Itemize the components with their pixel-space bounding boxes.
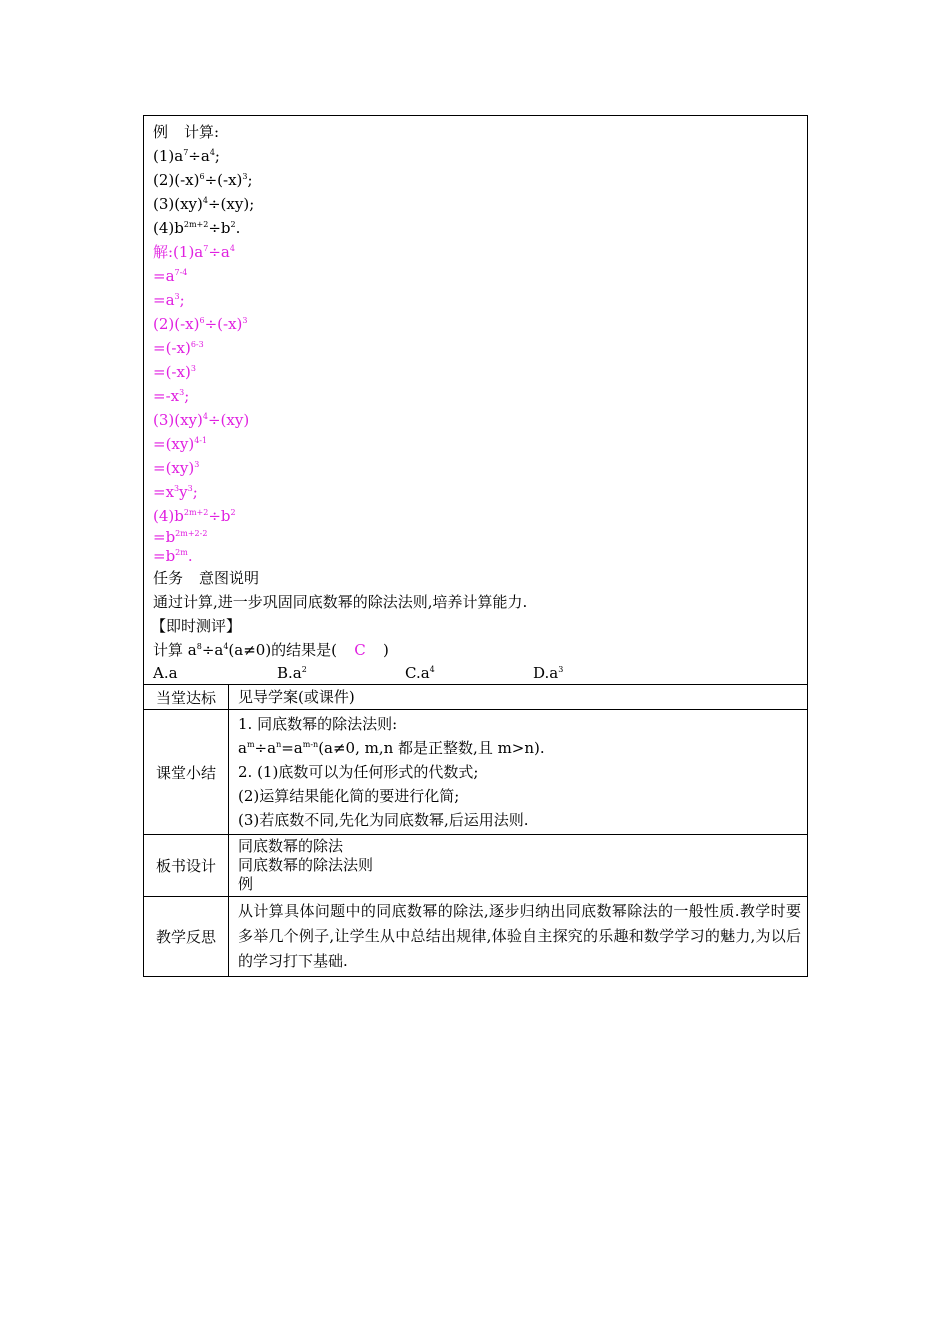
problem-1: $(1)a^7\div a^4$; xyxy=(153,147,220,165)
task-heading: 任务 意图说明 xyxy=(153,569,260,587)
lesson-table xyxy=(143,115,808,977)
solution-line: $=a^{7-4}$ xyxy=(153,267,188,285)
solution-line: $=b^{2m+2-2}$ xyxy=(153,528,208,546)
board-label: 板书设计 xyxy=(144,835,229,897)
task-text: 通过计算,进一步巩固同底数幂的除法法则,培养计算能力. xyxy=(153,593,528,611)
problem-4: $(4)b^{2m+2}\div b^2$. xyxy=(153,219,241,237)
rule-formula: $a^m\div a^n=a^{m-n}(a\ne 0$, m,n 都是正整数,且 m>n). xyxy=(238,739,545,757)
solution-line: $=(-x)^3$ xyxy=(153,363,196,381)
solution-line: $=-x^3$; xyxy=(153,387,190,405)
target-label: 当堂达标 xyxy=(144,685,229,710)
example-title: 例 计算: xyxy=(153,123,220,141)
solution-block xyxy=(153,240,798,566)
option-a: A.a xyxy=(153,664,178,682)
option-b: $B.a^2$ xyxy=(277,664,307,682)
solution-line: $=x^3y^3$; xyxy=(153,483,198,501)
solution-line: $=b^{2m}$. xyxy=(153,547,193,565)
option-c: $C.a^4$ xyxy=(405,664,435,682)
solution-line: (3)(xy)$^4$÷(xy) xyxy=(153,411,250,429)
board-content: 同底数幂的除法 同底数幂的除法法则 例 xyxy=(229,835,808,897)
solution-line: $(2)(-x)^6\div(-x)^3$ xyxy=(153,315,248,333)
solution-line: =(xy)$^{4-1}$ xyxy=(153,435,208,453)
target-content: 见导学案(或课件) xyxy=(229,685,808,710)
problem-3: (3)(xy)$^4$÷(xy); xyxy=(153,195,255,213)
solution-line: =(xy)$^3$ xyxy=(153,459,200,477)
quiz-answer: C xyxy=(354,641,366,659)
quiz-header: 【即时测评】 xyxy=(151,617,242,635)
solution-line: $(4)b^{2m+2}\div b^2$ xyxy=(153,507,236,525)
example-cell xyxy=(144,116,808,685)
solution-line: $=(-x)^{6-3}$ xyxy=(153,339,204,357)
quiz-options xyxy=(153,662,798,684)
reflect-label: 教学反思 xyxy=(144,897,229,977)
solution-line: $=a^3$; xyxy=(153,291,185,309)
quiz-question: 计算 $a^8\div a^4(a\ne 0)$的结果是( C ) xyxy=(153,638,798,662)
summary-content: 1. 同底数幂的除法法则: $a^m\div a^n=a^{m-n}(a\ne 0$, m,n 都是正整数,且 m>n). 2. (1)底数可以为任何形式的代数式; (2)运算结果能化简的要进行化简; (3)若底数不同,先化为同底数幂,后运用法则. xyxy=(229,710,808,835)
solution-line: 解$:(1)a^7\div a^4$ xyxy=(153,243,235,261)
problem-2: $(2)(-x)^6\div(-x)^3$; xyxy=(153,171,253,189)
option-d: $D.a^3$ xyxy=(533,664,564,682)
summary-label: 课堂小结 xyxy=(144,710,229,835)
reflect-content: 从计算具体问题中的同底数幂的除法,逐步归纳出同底数幂除法的一般性质.教学时要多举几个例子,让学生从中总结出规律,体验自主探究的乐趣和数学学习的魅力,为以后的学习打下基础. xyxy=(229,897,808,977)
